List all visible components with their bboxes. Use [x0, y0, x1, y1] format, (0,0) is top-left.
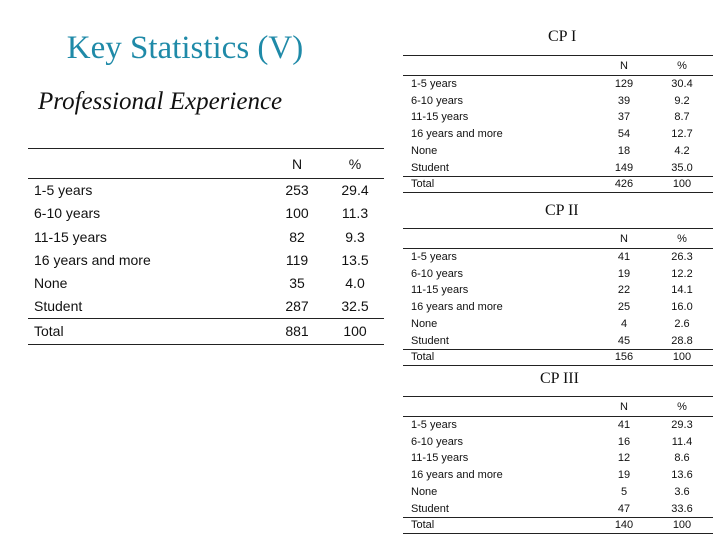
table-row — [28, 225, 384, 248]
table-row — [403, 249, 713, 266]
table-row — [403, 450, 713, 467]
header-n: N — [597, 56, 651, 76]
row-label: 6-10 years — [411, 267, 463, 280]
table-row — [403, 76, 713, 93]
row-label: 11-15 years — [34, 228, 107, 245]
table-row — [403, 143, 713, 160]
row-label: 16 years and more — [34, 252, 151, 269]
row-label: Student — [411, 161, 449, 174]
row-pct: 29.4 — [341, 182, 369, 199]
row-n: 39 — [617, 94, 631, 107]
row-label: 1-5 years — [411, 78, 457, 91]
row-pct: 13.6 — [671, 469, 693, 482]
row-label: 16 years and more — [411, 128, 503, 141]
row-label: 11-15 years — [411, 111, 469, 124]
row-pct: 13.5 — [341, 252, 369, 269]
header-n: N — [597, 397, 651, 417]
row-pct: 16.0 — [671, 301, 693, 314]
table-row — [403, 484, 713, 501]
table-row — [403, 467, 713, 484]
total-label: Total — [411, 519, 435, 532]
row-label: 11-15 years — [411, 452, 469, 465]
row-pct: 2.6 — [674, 318, 690, 331]
row-n: 25 — [617, 301, 631, 314]
row-n: 12 — [617, 452, 631, 465]
row-n: 4 — [620, 318, 628, 331]
row-pct: 30.4 — [671, 78, 693, 91]
row-label: 1-5 years — [411, 419, 457, 432]
table-row — [403, 500, 713, 517]
row-label: 11-15 years — [411, 284, 469, 297]
total-label: Total — [411, 351, 435, 364]
table-row — [28, 272, 384, 295]
row-pct: 11.3 — [341, 205, 369, 222]
table-header-row — [28, 149, 384, 179]
row-label: Student — [411, 502, 449, 515]
row-n: 253 — [285, 182, 309, 199]
row-pct: 26.3 — [671, 251, 693, 264]
row-pct: 4.0 — [345, 275, 365, 292]
table-row — [403, 316, 713, 333]
row-pct: 14.1 — [671, 284, 693, 297]
row-label: None — [411, 145, 438, 158]
row-label: Student — [34, 298, 83, 315]
row-pct: 3.6 — [674, 486, 690, 499]
total-pct: 100 — [672, 351, 692, 364]
cp2-table — [403, 228, 713, 366]
row-label: 6-10 years — [34, 205, 101, 222]
total-n: 881 — [285, 323, 309, 340]
table-total-row — [403, 176, 713, 192]
header-label-cell — [28, 149, 268, 179]
total-n: 426 — [614, 178, 634, 191]
table-row — [28, 248, 384, 271]
header-label-cell — [403, 56, 597, 76]
row-n: 19 — [617, 267, 631, 280]
table-row — [403, 126, 713, 143]
row-label: None — [411, 318, 438, 331]
header-pct: % — [651, 56, 713, 76]
total-n: 156 — [614, 351, 634, 364]
table-row — [403, 265, 713, 282]
header-pct: % — [651, 229, 713, 249]
row-label: 1-5 years — [34, 182, 93, 199]
total-pct: 100 — [672, 519, 692, 532]
table-row — [403, 109, 713, 126]
row-pct: 8.6 — [674, 452, 690, 465]
row-n: 119 — [285, 252, 309, 269]
row-label: 16 years and more — [411, 301, 503, 314]
row-n: 47 — [617, 502, 631, 515]
table-header-row — [403, 229, 713, 249]
table-row — [28, 202, 384, 225]
row-n: 45 — [617, 334, 631, 347]
row-n: 16 — [617, 435, 631, 448]
row-pct: 12.7 — [671, 128, 693, 141]
total-label: Total — [34, 323, 64, 340]
row-pct: 33.6 — [671, 502, 693, 515]
row-label: None — [411, 486, 438, 499]
header-n: N — [268, 149, 326, 179]
row-n: 287 — [285, 298, 309, 315]
row-pct: 32.5 — [341, 298, 369, 315]
row-pct: 8.7 — [674, 111, 690, 124]
table-row — [403, 282, 713, 299]
slide-title: Key Statistics (V) — [66, 30, 304, 66]
cp3-title: CP III — [540, 370, 579, 387]
table-row — [28, 295, 384, 318]
row-pct: 28.8 — [671, 334, 693, 347]
row-n: 5 — [620, 486, 628, 499]
header-pct: % — [326, 149, 384, 179]
header-label-cell — [403, 397, 597, 417]
row-n: 82 — [289, 228, 305, 245]
row-label: 16 years and more — [411, 469, 503, 482]
row-n: 22 — [617, 284, 631, 297]
slide-subtitle: Professional Experience — [38, 88, 283, 115]
total-label: Total — [411, 178, 435, 191]
header-label-cell — [403, 229, 597, 249]
total-pct: 100 — [672, 178, 692, 191]
row-label: 1-5 years — [411, 251, 457, 264]
header-n: N — [597, 229, 651, 249]
row-n: 37 — [617, 111, 631, 124]
table-row — [403, 332, 713, 349]
row-n: 41 — [617, 419, 631, 432]
row-n: 35 — [289, 275, 305, 292]
row-label: Student — [411, 334, 449, 347]
row-n: 18 — [617, 145, 631, 158]
table-row — [403, 299, 713, 316]
row-label: 6-10 years — [411, 94, 463, 107]
cp3-table — [403, 396, 713, 534]
row-pct: 9.3 — [345, 228, 365, 245]
row-n: 54 — [617, 128, 631, 141]
row-pct: 35.0 — [671, 161, 693, 174]
cp2-title: CP II — [545, 202, 579, 219]
row-n: 100 — [285, 205, 309, 222]
table-row — [28, 179, 384, 202]
row-pct: 11.4 — [671, 435, 693, 448]
row-n: 19 — [617, 469, 631, 482]
cp1-table — [403, 55, 713, 193]
table-header-row — [403, 56, 713, 76]
table-row — [403, 159, 713, 176]
cp1-title: CP I — [548, 28, 577, 45]
row-label: 6-10 years — [411, 435, 463, 448]
row-n: 129 — [614, 78, 634, 91]
row-pct: 12.2 — [671, 267, 693, 280]
row-n: 149 — [614, 161, 634, 174]
header-pct: % — [651, 397, 713, 417]
table-row — [403, 92, 713, 109]
table-row — [403, 433, 713, 450]
table-header-row — [403, 397, 713, 417]
row-pct: 9.2 — [674, 94, 690, 107]
table-total-row — [403, 517, 713, 533]
total-pct: 100 — [343, 323, 367, 340]
table-total-row — [28, 318, 384, 344]
row-pct: 29.3 — [671, 419, 693, 432]
row-label: None — [34, 275, 68, 292]
table-row — [403, 417, 713, 434]
row-pct: 4.2 — [674, 145, 690, 158]
table-total-row — [403, 349, 713, 365]
total-n: 140 — [614, 519, 634, 532]
overall-experience-table — [28, 148, 384, 345]
row-n: 41 — [617, 251, 631, 264]
